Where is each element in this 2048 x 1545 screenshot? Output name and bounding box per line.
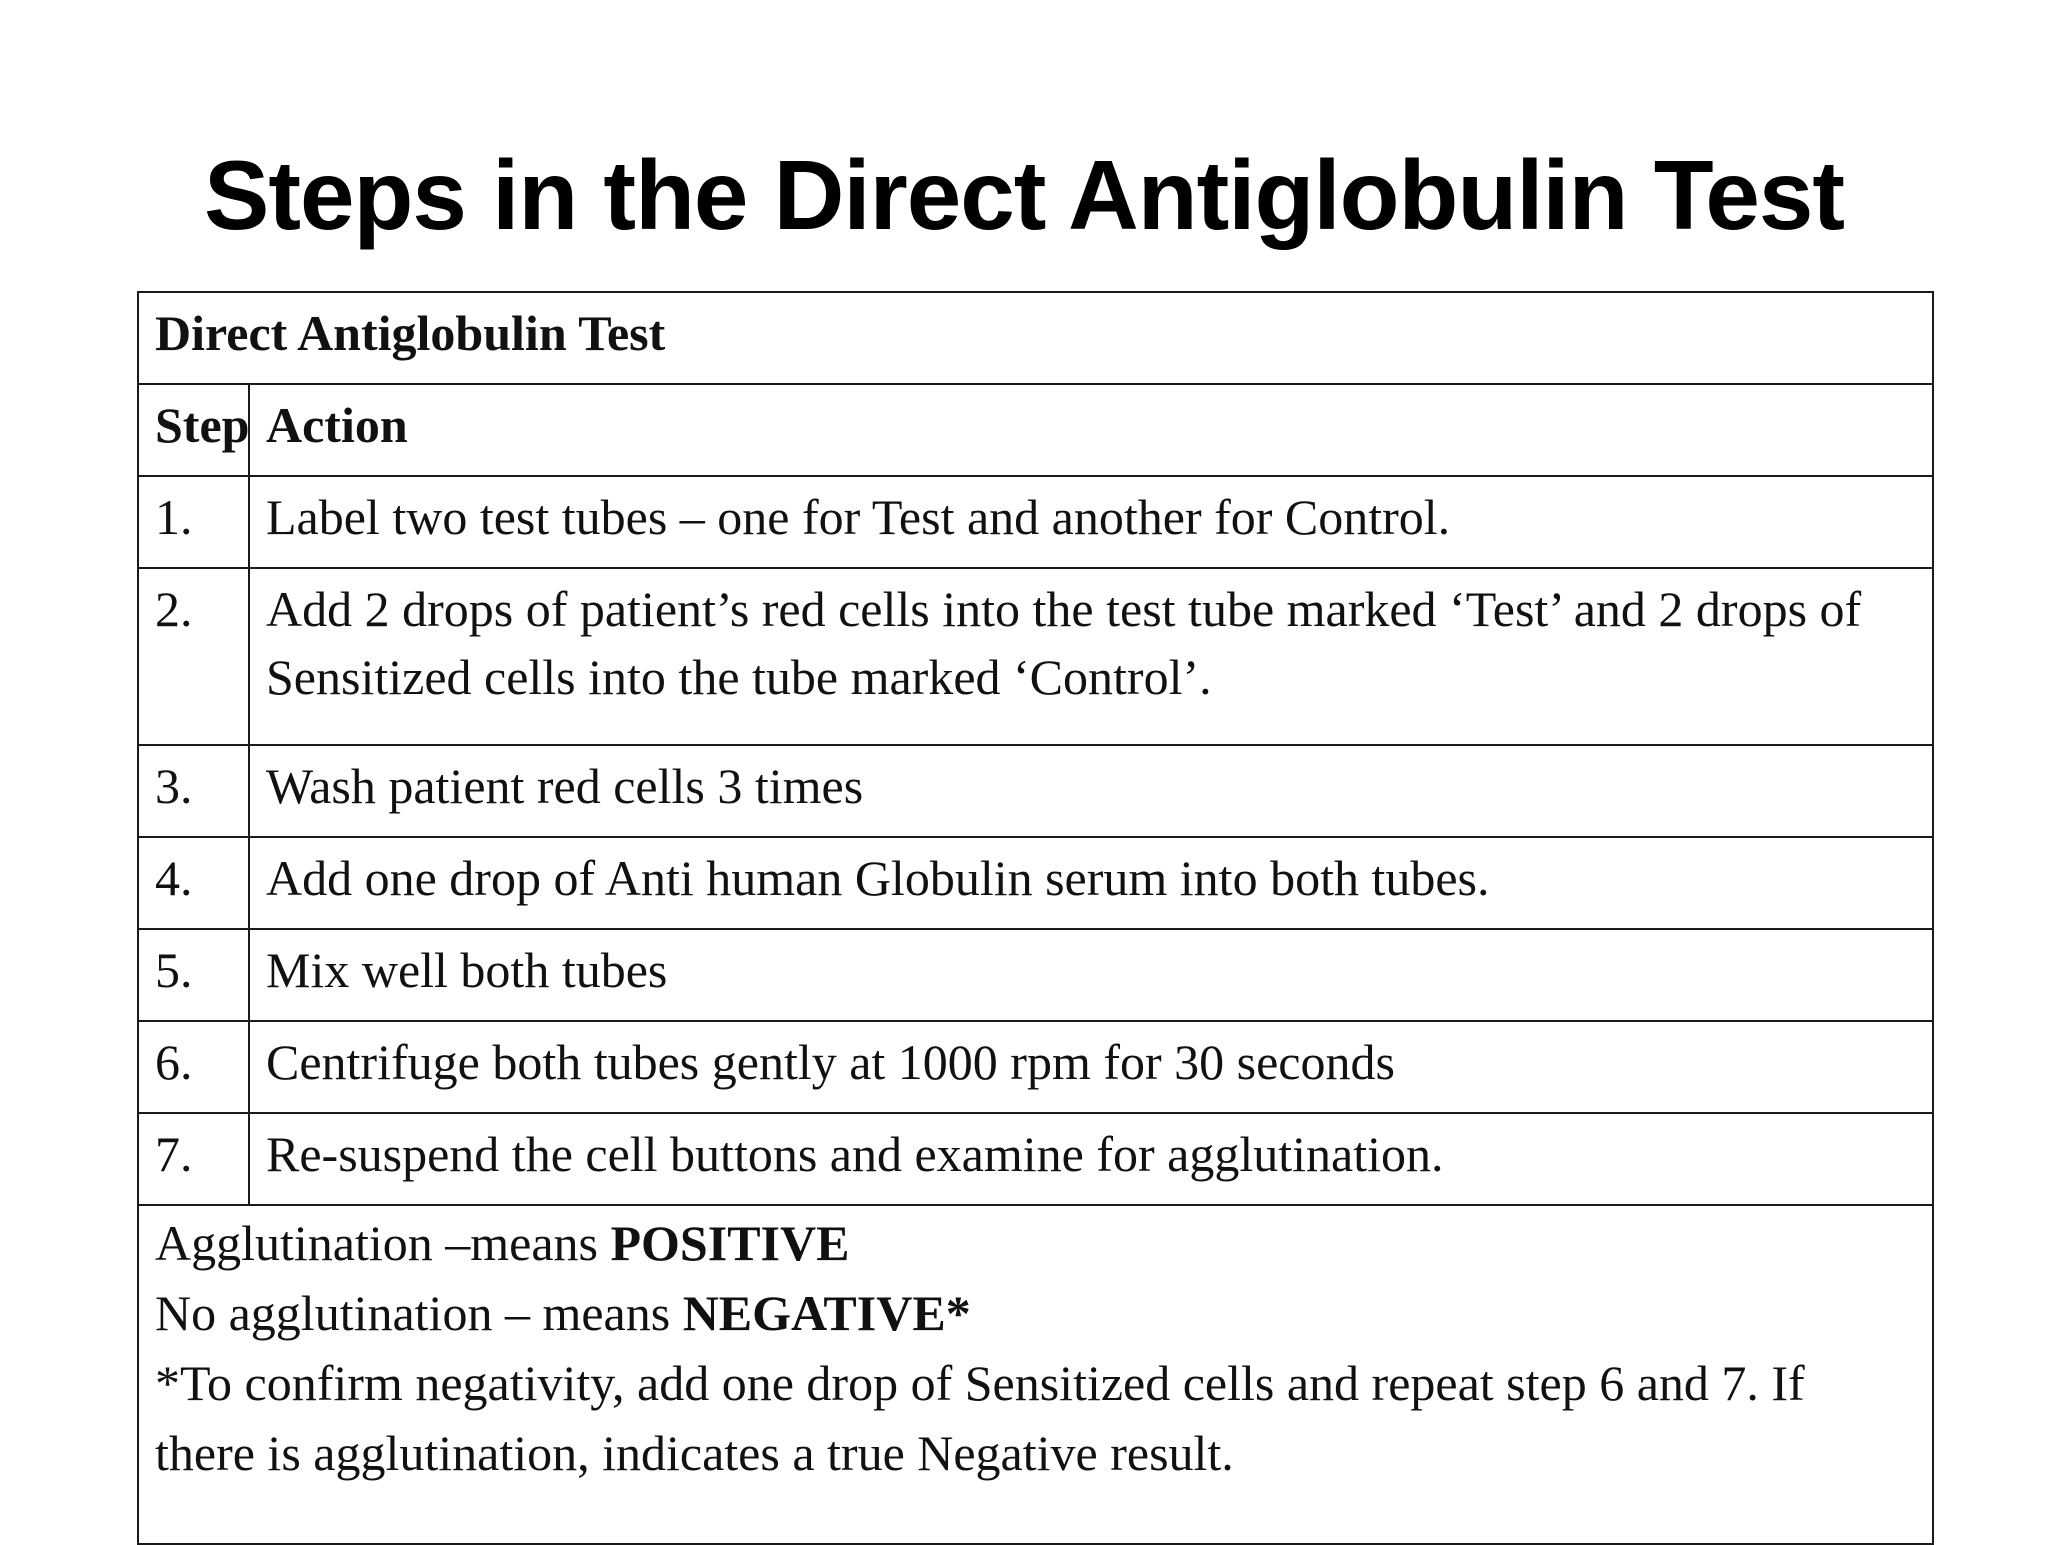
step-action: Add 2 drops of patient’s red cells into the test tube marked ‘Test’ and 2 drops of Sensitized cells into the tube marked ‘Control’. (249, 568, 1933, 745)
table-row (138, 1113, 1933, 1205)
slide-title: Steps in the Direct Antiglobulin Test (204, 140, 1844, 250)
negative-result-line (155, 1278, 1916, 1348)
step-action: Wash patient red cells 3 times (249, 745, 1933, 837)
positive-result-value: POSITIVE (610, 1215, 850, 1271)
dat-steps-table (137, 291, 1934, 1545)
table-row (138, 1021, 1933, 1113)
step-number: 3. (138, 745, 249, 837)
step-number: 6. (138, 1021, 249, 1113)
step-action: Mix well both tubes (249, 929, 1933, 1021)
table-caption: Direct Antiglobulin Test (138, 292, 1933, 384)
step-action: Re-suspend the cell buttons and examine for agglutination. (249, 1113, 1933, 1205)
table-row (138, 745, 1933, 837)
header-action: Action (249, 384, 1933, 476)
table-row (138, 568, 1933, 745)
step-number: 4. (138, 837, 249, 929)
negative-result-label: No agglutination – means (155, 1285, 683, 1341)
step-action: Label two test tubes – one for Test and another for Control. (249, 476, 1933, 568)
step-number: 5. (138, 929, 249, 1021)
table-caption-row (138, 292, 1933, 384)
step-number: 7. (138, 1113, 249, 1205)
positive-result-line (155, 1208, 1916, 1278)
table-row (138, 837, 1933, 929)
step-action: Centrifuge both tubes gently at 1000 rpm for 30 seconds (249, 1021, 1933, 1113)
table-header-row (138, 384, 1933, 476)
results-cell (138, 1205, 1933, 1544)
header-step: Step (138, 384, 249, 476)
step-action: Add one drop of Anti human Globulin serum into both tubes. (249, 837, 1933, 929)
table-row (138, 929, 1933, 1021)
results-row (138, 1205, 1933, 1544)
confirmation-note: *To confirm negativity, add one drop of Sensitized cells and repeat step 6 and 7. If there is agglutination, indicates a true Negative result. (155, 1355, 1805, 1481)
positive-result-label: Agglutination –means (155, 1215, 611, 1271)
table-row (138, 476, 1933, 568)
step-number: 2. (138, 568, 249, 745)
negative-result-value: NEGATIVE* (682, 1285, 971, 1341)
step-number: 1. (138, 476, 249, 568)
